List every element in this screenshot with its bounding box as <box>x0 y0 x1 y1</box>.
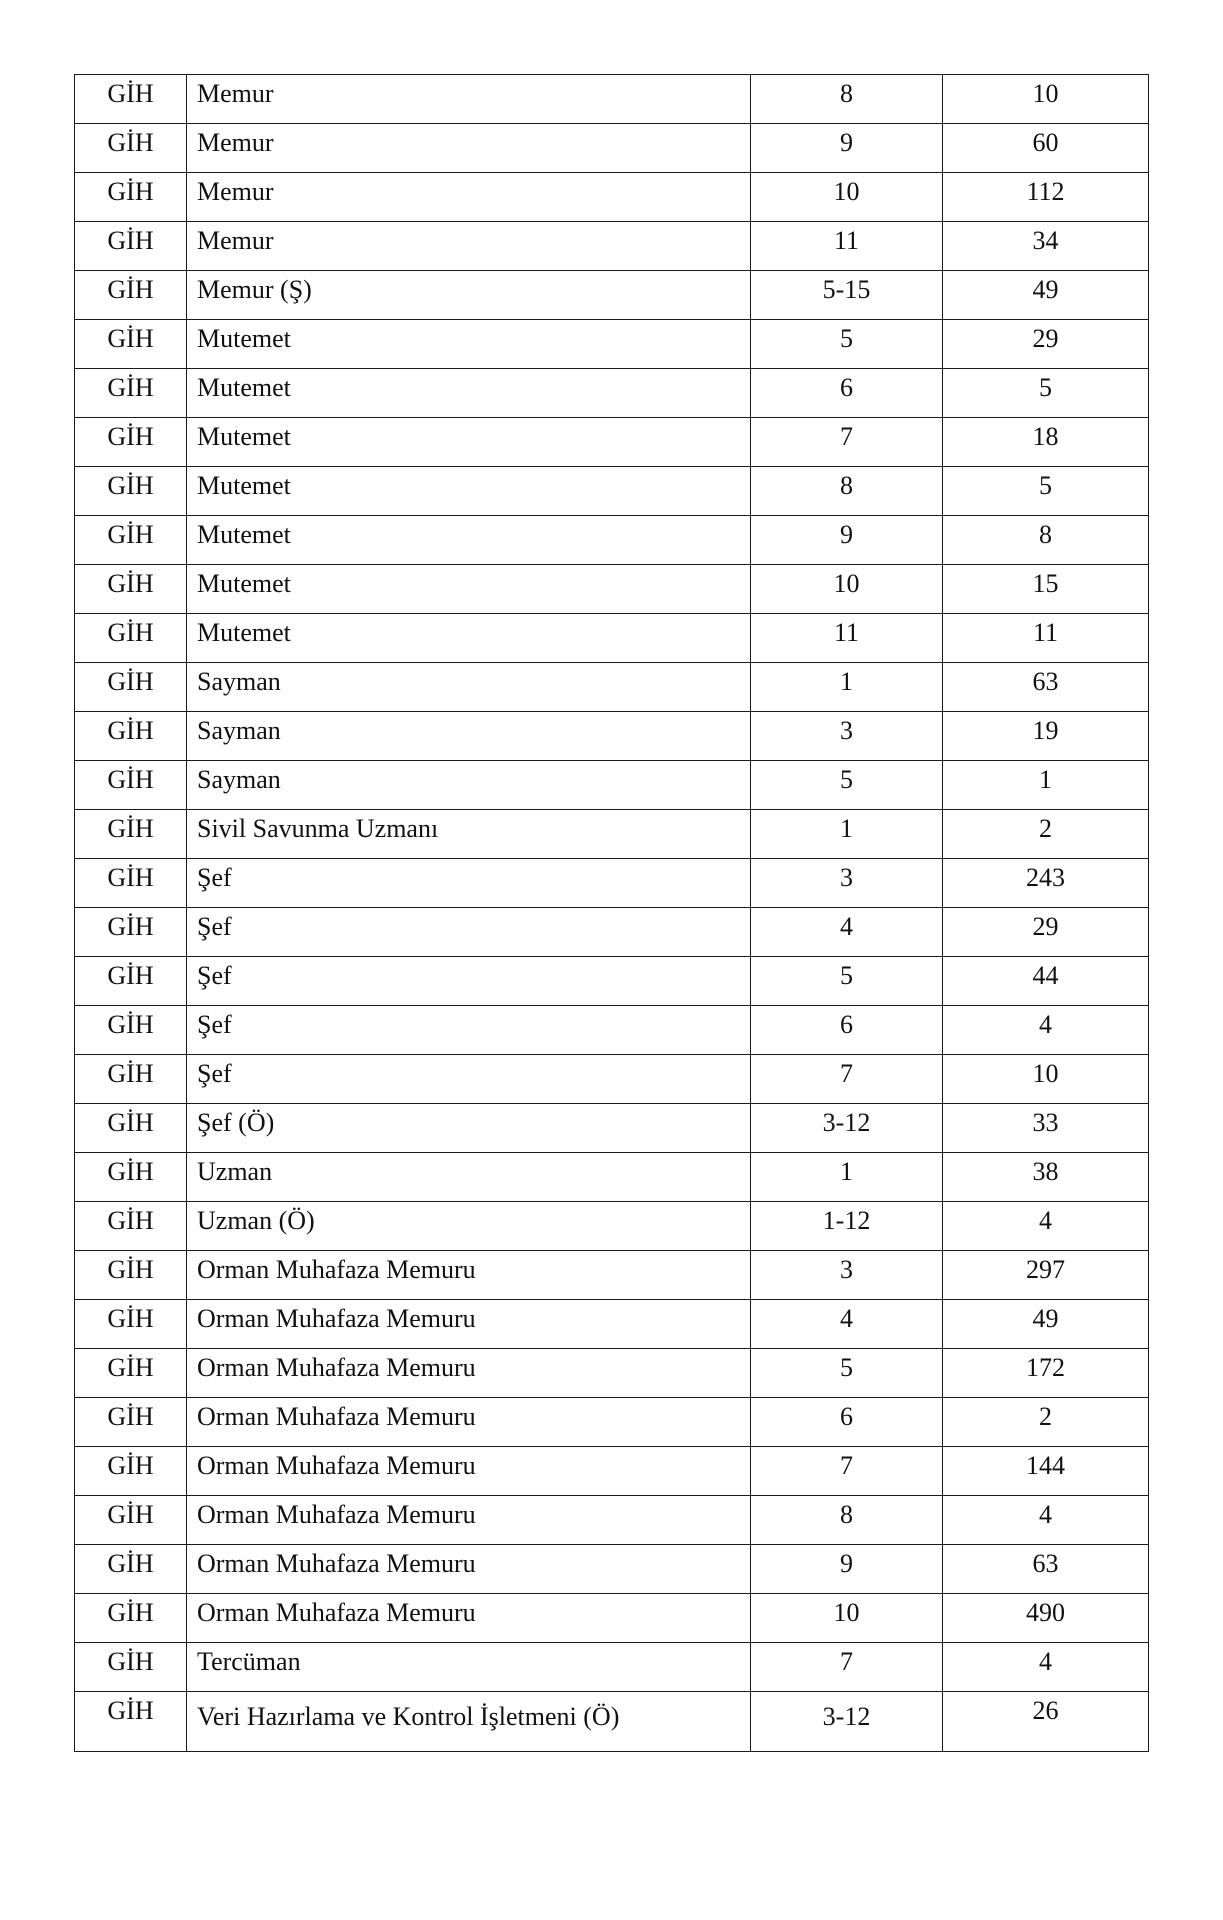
grade-cell: 10 <box>751 565 943 614</box>
count-cell: 26 <box>943 1692 1149 1752</box>
title-cell: Orman Muhafaza Memuru <box>187 1300 751 1349</box>
count-cell: 29 <box>943 908 1149 957</box>
count-cell: 34 <box>943 222 1149 271</box>
grade-cell: 8 <box>751 75 943 124</box>
unit-cell: GİH <box>75 1202 187 1251</box>
unit-cell: GİH <box>75 271 187 320</box>
unit-cell: GİH <box>75 1104 187 1153</box>
table-row <box>75 614 1149 663</box>
table-row <box>75 75 1149 124</box>
count-cell: 29 <box>943 320 1149 369</box>
count-cell: 15 <box>943 565 1149 614</box>
table-row <box>75 222 1149 271</box>
title-cell: Şef <box>187 908 751 957</box>
title-cell: Memur <box>187 173 751 222</box>
table-row <box>75 369 1149 418</box>
count-cell: 49 <box>943 1300 1149 1349</box>
title-cell: Şef <box>187 1006 751 1055</box>
table-row <box>75 1006 1149 1055</box>
grade-cell: 9 <box>751 1545 943 1594</box>
title-cell: Uzman <box>187 1153 751 1202</box>
unit-cell: GİH <box>75 75 187 124</box>
grade-cell: 7 <box>751 1447 943 1496</box>
table-row <box>75 761 1149 810</box>
unit-cell: GİH <box>75 761 187 810</box>
unit-cell: GİH <box>75 369 187 418</box>
count-cell: 4 <box>943 1496 1149 1545</box>
count-cell: 2 <box>943 810 1149 859</box>
table-row <box>75 1692 1149 1752</box>
grade-cell: 4 <box>751 1300 943 1349</box>
staff-table <box>74 74 1149 1752</box>
grade-cell: 3 <box>751 712 943 761</box>
grade-cell: 4 <box>751 908 943 957</box>
unit-cell: GİH <box>75 565 187 614</box>
count-cell: 144 <box>943 1447 1149 1496</box>
grade-cell: 11 <box>751 222 943 271</box>
grade-cell: 10 <box>751 1594 943 1643</box>
unit-cell: GİH <box>75 1153 187 1202</box>
unit-cell: GİH <box>75 516 187 565</box>
table-row <box>75 859 1149 908</box>
grade-cell: 10 <box>751 173 943 222</box>
unit-cell: GİH <box>75 124 187 173</box>
grade-cell: 8 <box>751 1496 943 1545</box>
unit-cell: GİH <box>75 1692 187 1752</box>
count-cell: 11 <box>943 614 1149 663</box>
title-cell: Sayman <box>187 712 751 761</box>
grade-cell: 6 <box>751 369 943 418</box>
grade-cell: 3 <box>751 859 943 908</box>
title-cell: Orman Muhafaza Memuru <box>187 1447 751 1496</box>
grade-cell: 5 <box>751 761 943 810</box>
table-row <box>75 957 1149 1006</box>
title-cell: Sayman <box>187 663 751 712</box>
unit-cell: GİH <box>75 810 187 859</box>
count-cell: 297 <box>943 1251 1149 1300</box>
table-row <box>75 663 1149 712</box>
table-row <box>75 1251 1149 1300</box>
count-cell: 5 <box>943 369 1149 418</box>
unit-cell: GİH <box>75 1349 187 1398</box>
title-cell: Sayman <box>187 761 751 810</box>
table-row <box>75 1300 1149 1349</box>
count-cell: 4 <box>943 1006 1149 1055</box>
title-cell: Orman Muhafaza Memuru <box>187 1545 751 1594</box>
count-cell: 1 <box>943 761 1149 810</box>
count-cell: 10 <box>943 75 1149 124</box>
table-row <box>75 1643 1149 1692</box>
title-cell: Orman Muhafaza Memuru <box>187 1594 751 1643</box>
count-cell: 10 <box>943 1055 1149 1104</box>
table-row <box>75 418 1149 467</box>
count-cell: 44 <box>943 957 1149 1006</box>
unit-cell: GİH <box>75 1447 187 1496</box>
count-cell: 8 <box>943 516 1149 565</box>
count-cell: 490 <box>943 1594 1149 1643</box>
title-cell: Mutemet <box>187 614 751 663</box>
title-cell: Şef (Ö) <box>187 1104 751 1153</box>
table-row <box>75 1447 1149 1496</box>
table-row <box>75 467 1149 516</box>
table-row <box>75 712 1149 761</box>
count-cell: 5 <box>943 467 1149 516</box>
title-cell: Mutemet <box>187 565 751 614</box>
unit-cell: GİH <box>75 663 187 712</box>
table-row <box>75 1153 1149 1202</box>
unit-cell: GİH <box>75 1545 187 1594</box>
title-cell: Şef <box>187 1055 751 1104</box>
title-cell: Memur <box>187 222 751 271</box>
table-row <box>75 1545 1149 1594</box>
grade-cell: 5 <box>751 957 943 1006</box>
title-cell: Memur (Ş) <box>187 271 751 320</box>
title-cell: Şef <box>187 957 751 1006</box>
table-row <box>75 271 1149 320</box>
grade-cell: 5-15 <box>751 271 943 320</box>
grade-cell: 1 <box>751 663 943 712</box>
table-row <box>75 173 1149 222</box>
unit-cell: GİH <box>75 712 187 761</box>
count-cell: 243 <box>943 859 1149 908</box>
title-cell: Veri Hazırlama ve Kontrol İşletmeni (Ö) <box>187 1692 751 1752</box>
grade-cell: 6 <box>751 1398 943 1447</box>
unit-cell: GİH <box>75 173 187 222</box>
unit-cell: GİH <box>75 1398 187 1447</box>
unit-cell: GİH <box>75 418 187 467</box>
title-cell: Orman Muhafaza Memuru <box>187 1398 751 1447</box>
count-cell: 112 <box>943 173 1149 222</box>
unit-cell: GİH <box>75 908 187 957</box>
count-cell: 33 <box>943 1104 1149 1153</box>
grade-cell: 1-12 <box>751 1202 943 1251</box>
table-row <box>75 1202 1149 1251</box>
table-row <box>75 565 1149 614</box>
table-row <box>75 908 1149 957</box>
table-body <box>75 75 1149 1752</box>
count-cell: 4 <box>943 1202 1149 1251</box>
grade-cell: 3 <box>751 1251 943 1300</box>
title-cell: Tercüman <box>187 1643 751 1692</box>
count-cell: 60 <box>943 124 1149 173</box>
grade-cell: 9 <box>751 516 943 565</box>
grade-cell: 6 <box>751 1006 943 1055</box>
title-cell: Uzman (Ö) <box>187 1202 751 1251</box>
grade-cell: 7 <box>751 1643 943 1692</box>
count-cell: 172 <box>943 1349 1149 1398</box>
unit-cell: GİH <box>75 1594 187 1643</box>
title-cell: Sivil Savunma Uzmanı <box>187 810 751 859</box>
title-cell: Orman Muhafaza Memuru <box>187 1496 751 1545</box>
grade-cell: 1 <box>751 810 943 859</box>
title-cell: Orman Muhafaza Memuru <box>187 1251 751 1300</box>
unit-cell: GİH <box>75 1006 187 1055</box>
title-cell: Şef <box>187 859 751 908</box>
count-cell: 2 <box>943 1398 1149 1447</box>
title-cell: Orman Muhafaza Memuru <box>187 1349 751 1398</box>
table-row <box>75 810 1149 859</box>
table-row <box>75 1496 1149 1545</box>
unit-cell: GİH <box>75 1300 187 1349</box>
unit-cell: GİH <box>75 1643 187 1692</box>
count-cell: 38 <box>943 1153 1149 1202</box>
title-cell: Mutemet <box>187 320 751 369</box>
title-cell: Memur <box>187 124 751 173</box>
grade-cell: 3-12 <box>751 1692 943 1752</box>
count-cell: 4 <box>943 1643 1149 1692</box>
grade-cell: 8 <box>751 467 943 516</box>
grade-cell: 5 <box>751 320 943 369</box>
grade-cell: 1 <box>751 1153 943 1202</box>
table-row <box>75 1055 1149 1104</box>
table-row <box>75 1594 1149 1643</box>
table-row <box>75 1104 1149 1153</box>
grade-cell: 7 <box>751 1055 943 1104</box>
grade-cell: 3-12 <box>751 1104 943 1153</box>
table-row <box>75 320 1149 369</box>
title-cell: Mutemet <box>187 369 751 418</box>
count-cell: 63 <box>943 663 1149 712</box>
unit-cell: GİH <box>75 1251 187 1300</box>
table-row <box>75 1349 1149 1398</box>
table-row <box>75 1398 1149 1447</box>
count-cell: 19 <box>943 712 1149 761</box>
count-cell: 49 <box>943 271 1149 320</box>
table-row <box>75 516 1149 565</box>
title-cell: Memur <box>187 75 751 124</box>
unit-cell: GİH <box>75 1055 187 1104</box>
grade-cell: 11 <box>751 614 943 663</box>
count-cell: 63 <box>943 1545 1149 1594</box>
count-cell: 18 <box>943 418 1149 467</box>
unit-cell: GİH <box>75 1496 187 1545</box>
unit-cell: GİH <box>75 222 187 271</box>
table-row <box>75 124 1149 173</box>
unit-cell: GİH <box>75 614 187 663</box>
unit-cell: GİH <box>75 320 187 369</box>
title-cell: Mutemet <box>187 467 751 516</box>
unit-cell: GİH <box>75 957 187 1006</box>
title-cell: Mutemet <box>187 418 751 467</box>
title-cell: Mutemet <box>187 516 751 565</box>
unit-cell: GİH <box>75 859 187 908</box>
grade-cell: 5 <box>751 1349 943 1398</box>
unit-cell: GİH <box>75 467 187 516</box>
grade-cell: 9 <box>751 124 943 173</box>
grade-cell: 7 <box>751 418 943 467</box>
